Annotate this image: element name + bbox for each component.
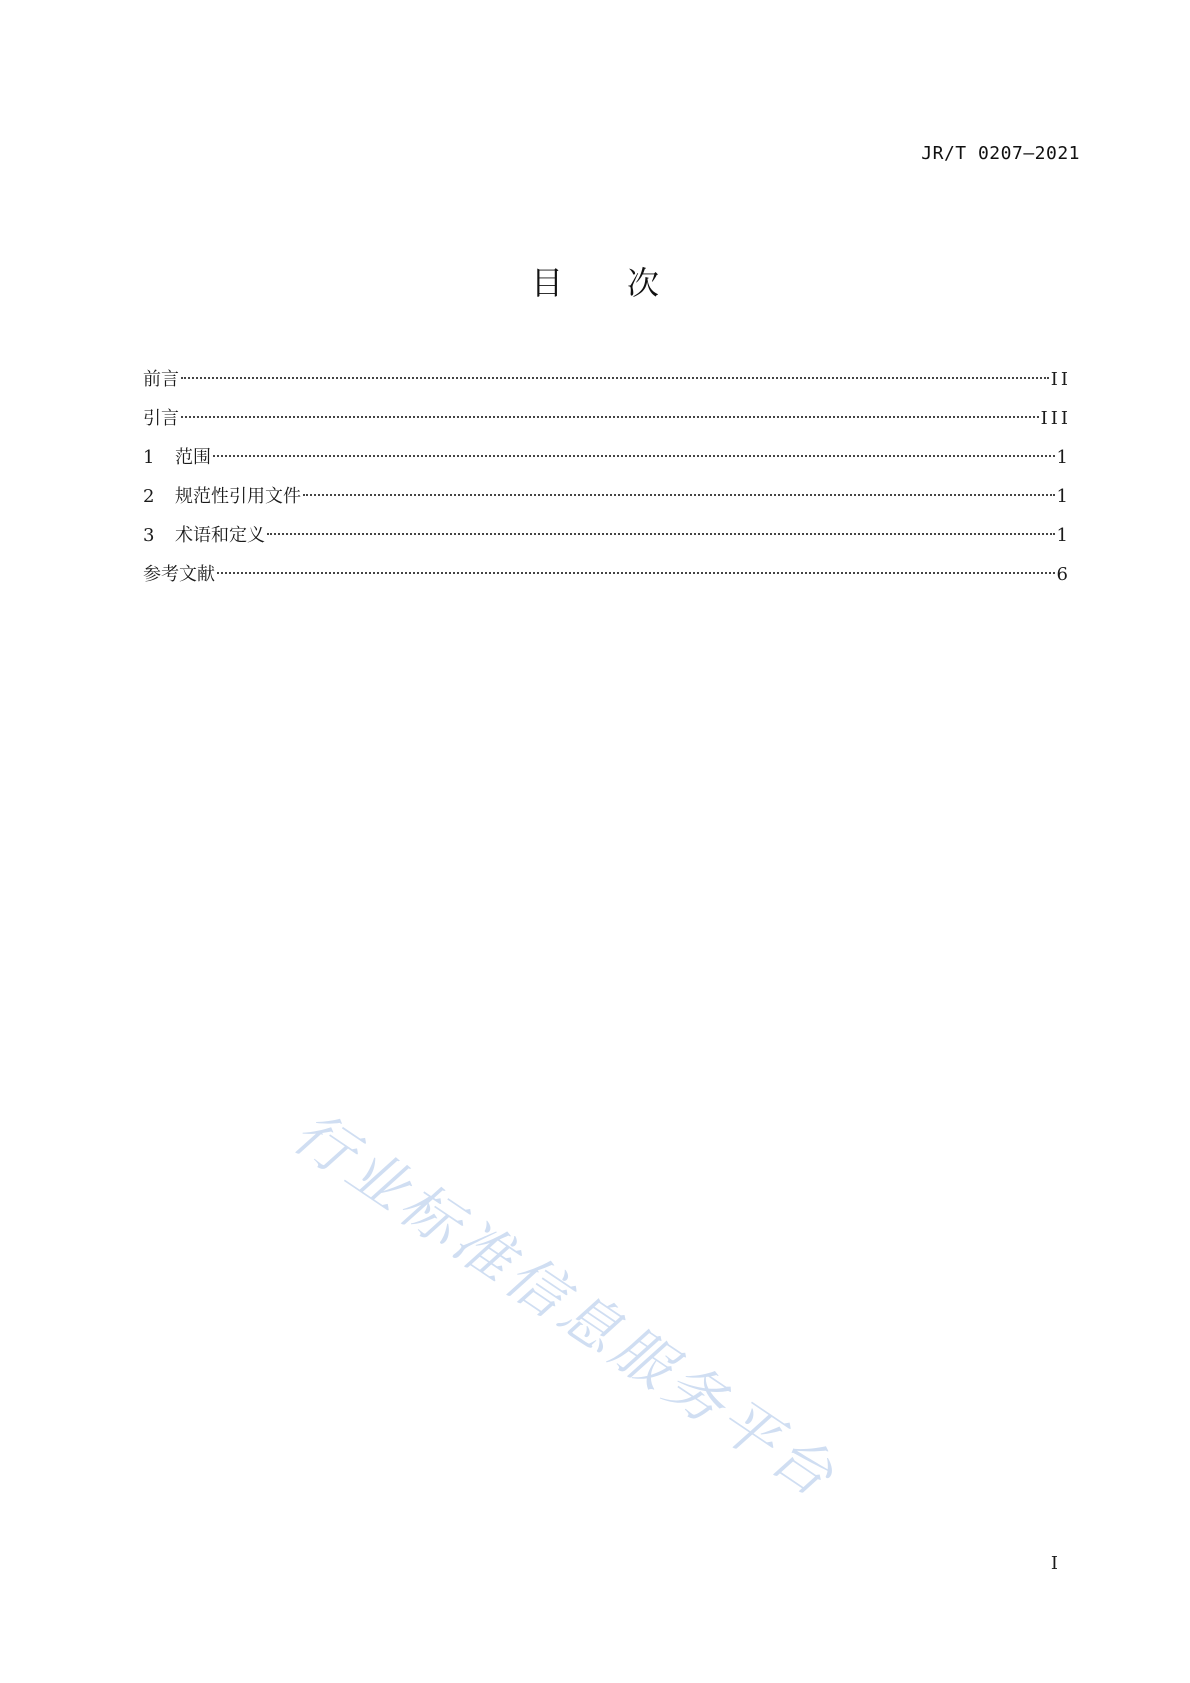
toc-entry-label: 范围 — [175, 447, 211, 468]
toc-entry-number: 1 — [143, 447, 155, 468]
toc-entry-label: 引言 — [143, 408, 179, 429]
watermark-text: 行业标准信息服务平台 — [281, 1097, 850, 1513]
toc-entry-page: III — [1040, 408, 1071, 429]
page-number: I — [1050, 1553, 1058, 1574]
toc-entry-normative-references[interactable] — [143, 477, 1071, 516]
toc-entry-page: 1 — [1056, 447, 1071, 468]
toc-entry-page: 1 — [1056, 486, 1071, 507]
toc-entry-number: 2 — [143, 486, 155, 507]
toc-dot-leader — [181, 416, 1039, 418]
toc-dot-leader — [181, 377, 1049, 379]
toc-entry-page: II — [1050, 369, 1071, 390]
toc-entry-label: 参考文献 — [143, 564, 215, 585]
toc-title-char-1: 目 — [530, 264, 563, 302]
toc-dot-leader — [303, 494, 1055, 496]
toc-entry-page: 6 — [1056, 564, 1071, 585]
toc-dot-leader — [217, 572, 1055, 574]
toc-entry-terms-definitions[interactable] — [143, 516, 1071, 555]
toc-entry-label: 规范性引用文件 — [175, 486, 301, 507]
toc-dot-leader — [213, 455, 1055, 457]
toc-entry-bibliography[interactable] — [143, 555, 1071, 594]
toc-entry-introduction[interactable] — [143, 399, 1071, 438]
toc-entry-number: 3 — [143, 525, 155, 546]
toc-entry-page: 1 — [1056, 525, 1071, 546]
toc-entry-scope[interactable] — [143, 438, 1071, 477]
toc-title — [0, 258, 1190, 304]
toc-entry-label: 术语和定义 — [175, 525, 265, 546]
standard-code: JR/T 0207—2021 — [921, 143, 1080, 164]
toc-entry-label: 前言 — [143, 369, 179, 390]
toc-title-char-2: 次 — [627, 264, 660, 302]
toc-list — [143, 360, 1071, 594]
toc-dot-leader — [267, 533, 1055, 535]
toc-entry-foreword[interactable] — [143, 360, 1071, 399]
